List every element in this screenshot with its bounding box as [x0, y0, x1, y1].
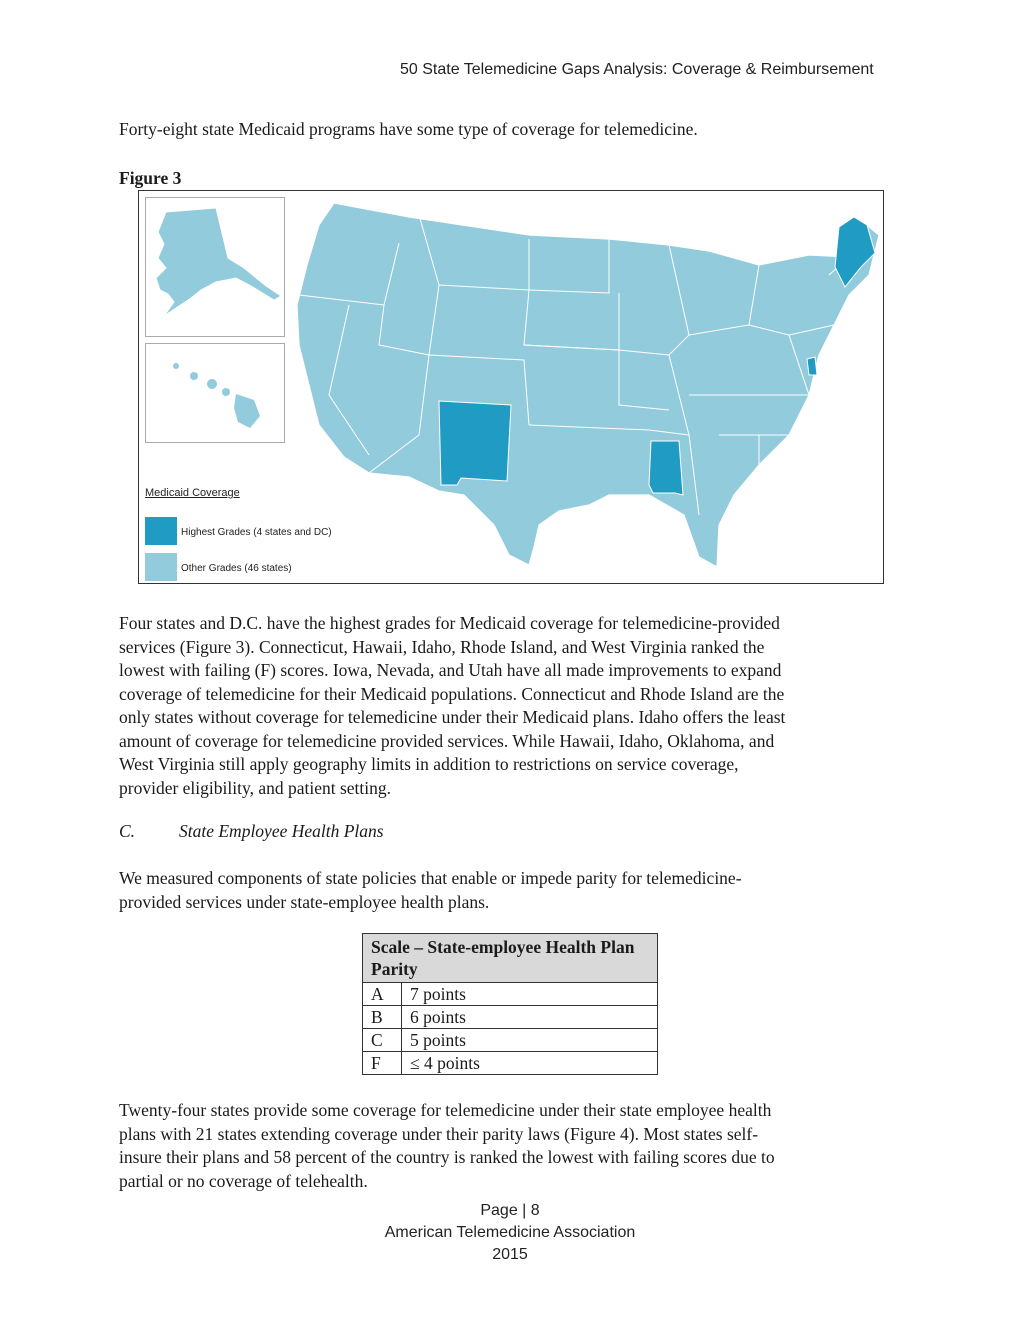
us-mainland-shape: [297, 203, 879, 567]
scale-table-header: Scale – State-employee Health Plan Parity: [363, 934, 658, 983]
hawaii-big-island: [234, 394, 260, 428]
contiguous-us-map: [289, 195, 881, 579]
legend-title: Medicaid Coverage: [145, 487, 240, 499]
hawaii-inset: [145, 343, 285, 443]
table-row: A 7 points: [363, 983, 658, 1006]
figure-label: Figure 3: [119, 168, 182, 188]
medicaid-paragraph: Four states and D.C. have the highest grades for Medicaid coverage for telemedicine-provided services (Figure 3). Connecticut, Hawaii, Idaho, Rhode Island, and West Virginia ranked the lowest with failing (F) scores. Iowa, Nevada, and Utah have all made improvements to expand coverage of telemedicine for their Medicaid populations. Connecticut and Rhode Island are the only states without coverage for telemedicine under their Medicaid plans. Idaho offers the least amount of coverage for telemedicine provided services. While Hawaii, Idaho, Oklahoma, and West Virginia still apply geography limits in addition to restrictions on service coverage, provider eligibility, and patient setting.: [119, 613, 786, 798]
alaska-inset: [145, 197, 285, 337]
table-row: C 5 points: [363, 1029, 658, 1052]
intro-paragraph: Forty-eight state Medicaid programs have some type of coverage for telemedicine.: [119, 119, 698, 139]
state-delaware: [807, 357, 817, 375]
running-header: 50 State Telemedicine Gaps Analysis: Coverage & Reimbursement: [400, 61, 874, 78]
table-row: B 6 points: [363, 1006, 658, 1029]
legend-swatch-highest: [145, 517, 177, 545]
footer-organization: American Telemedicine Association: [384, 1224, 636, 1241]
state-new-mexico: [439, 401, 511, 485]
state-mississippi: [649, 441, 683, 495]
scale-table: [362, 933, 658, 1075]
state-employee-intro: We measured components of state policies that enable or impede parity for telemedicine- provided services under state-employee health plans.: [119, 868, 742, 912]
legend-label-highest: Highest Grades (4 states and DC): [181, 527, 332, 538]
footer-page-number: Page | 8: [480, 1202, 540, 1219]
state-employee-paragraph: Twenty-four states provide some coverage for telemedicine under their state employee health plans with 21 states extending coverage under their parity laws (Figure 4). Most states self- insure their plans and 58 percent of the country is ranked the lowest with failing scores due to partial or no coverage of telehealth.: [119, 1100, 775, 1191]
table-row: F ≤ 4 points: [363, 1052, 658, 1075]
alaska-shape: [156, 208, 281, 316]
section-heading: C. State Employee Health Plans: [119, 821, 384, 841]
footer-year: 2015: [492, 1246, 528, 1263]
medicaid-coverage-map: [138, 190, 884, 584]
legend-label-other: Other Grades (46 states): [181, 563, 292, 574]
legend-swatch-other: [145, 553, 177, 581]
